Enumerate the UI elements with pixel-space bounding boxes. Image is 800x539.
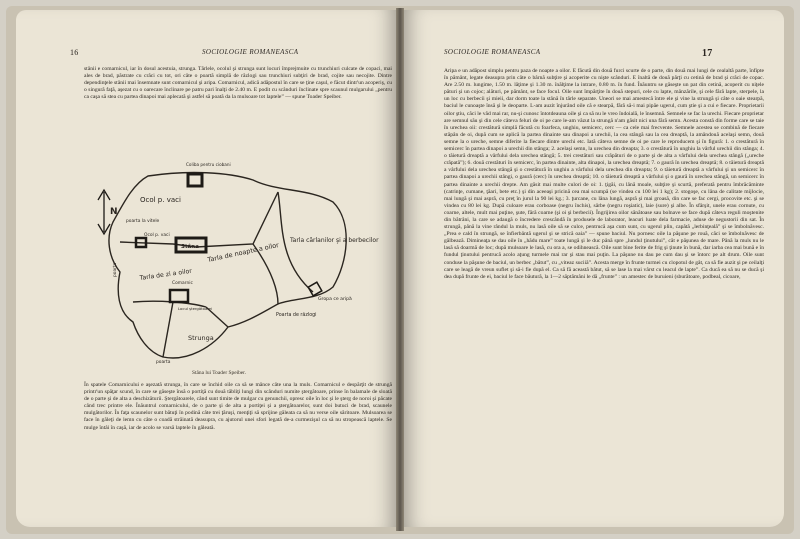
diagram-strunga-label: Strunga <box>188 334 214 342</box>
diagram-cabin-label: Coliba pentru ciobani <box>186 162 231 167</box>
figure-caption: Stâna lui Toader Speiber. <box>192 370 247 376</box>
left-page <box>16 10 396 527</box>
diagram-day-fold-label: Tarla de zi a oilor <box>139 267 193 282</box>
right-page <box>404 10 784 527</box>
north-arrow <box>98 190 110 234</box>
diagram-night-fold-label: Tarla de noapte a oilor <box>206 241 280 264</box>
diagram-gate-calves-label: poarta la vitele <box>126 219 160 224</box>
diagram-gate-bottom-label: poarta <box>156 360 171 365</box>
diagram-gate-left-label: poarta <box>113 262 118 277</box>
diagram-stana-label: Stâna <box>181 244 199 250</box>
diagram-gate-rastel-label: Poarta de răzlogi <box>276 313 317 318</box>
diagram-north-label: N <box>110 207 118 217</box>
left-paragraph-top: stânii e comarnicul, iar în dosul acestuia, strunga. Tărlele, ocolul şi strunga sunt locuri împrejmuite cu trunchiuri culcate de copaci, mai ales de brad, păstrate cu crăci cu tot, ori câte o poartă simplă de răzlogi sau trunchiuri subţiri de brad, cojite sau necojite. Dintre dependinţele stânii mai însemnate sunt comarnicul şi aripa. Comarnicul, adică adăpostul în care se ţine caşul, e făcut dintr'un acoperiş, cu o singură faţă, aşezat cu o oarecare înclinare pe patru pari înalţi de 2.40 m. E podit cu scânduri înclinate spre scaunul mulgarului „pentru ca caşa să stea cu partea dinapoi mai aplecată şi astfel să poată da la mulsoare tot laptele” — spune Toader Speiber. <box>84 66 392 101</box>
diagram-calves-fold-label: Tarla cărlanilor şi a berbecilor <box>290 237 379 244</box>
left-page-number: 16 <box>70 48 79 57</box>
right-running-title: SOCIOLOGIE ROMANEASCA <box>444 48 541 56</box>
diagram-shelter-label: Gropa ce aripă <box>318 297 352 302</box>
diagram-comarnic-label: Comarnic <box>172 281 193 286</box>
right-page-number: 17 <box>702 48 713 59</box>
right-page-body: Aripa e un adăpost simplu pentru paza de noapte a oilor. E făcută din două furci scurte de o parte, din două mai lungi de cealaltă parte, înfipte în pământ, legate deasupra prin câte o bârnă subţire şi acoperite cu nişte scânduri. E înaltă de două părţi cu cetină de brad şi crăci de copac. Are 2.50 m. lungime, 1.50 m. lăţime şi 1.30 m. înălţime la intrare, 0.80 m. în fund. Înăuntru se găseşte un pat din cetină, acoperit cu niţele pături şi un cojoc; alături, pe pământ, se face focul. Oile sunt împărţite în două stepuri, cele cu lapte, mânzările, şi cele fără lapte, sterpele, la un loc cu berbecii şi mieii, dar dorm toate la stână în tărle separate. Uneori se mai amestecă între ele şi vine la strungă şi câte o oaie stearpă, baciul le cunoaşte însă şi le deoparte. L-am auzit înjurând oile că e stearpă, fără să-i mai pipăe ugerul, cum ştie şi a cui e fiecare. Proprietarii oilor ştiu, căci le văd mai rar, nu-şi cunosc întotdeauna oile şi ca să nu le vreo îndoială, le însemnă. Semnele se fac la urechi. Fiecare proprietar are semnul său şi din cele câteva feluri de oi pe care le-am văzut la strungă n'am găsit nici una fără semn. Acesta constă din forme care se taie în urechea oii: crestătură simplă făcută cu foarfeca, unghiu, semicerc, cerc — ca cele mai frecvente. Semnele acestea se combină de fiecare stăpân de oi, după cum se aplică la partea dinainte sau dinapoi a urechii, la cea stângă sau la cea dreaptă, la amândouă acelaşi semn, două semne la o ureche, semne diferite la fiecare dintre urechi etc. Iată câteva semne de oi pe care le reproducem şi în figură: 1. o crestătură în semicerc în partea dinapoi a urechii din stânga; 2. acelaşi semn, la urechea din dreapta; 3. o crestătură în unghiu la vârful urechii din stânga; 4. o tăietură dreaptă a vârfului dela urechea stângă; 5. trei crestături sau crăpături de o parte şi de alta a vârfului dela urechea stângă („ureche crăpată”); 6. două crestături în semicerc, în partea dinainte, alta dinapoi, la urechea dreaptă; 7. o gaură în urechea dreaptă; 8. o tăietură dreaptă a vârfului dela urechea stângă şi o crestătură în unghiu a vârfului dela urechea din dreapta; 9. o tăietură dreaptă a vârfului şi un semicerc în partea dinapoi a urechii stângi, o gaură (cerc) în urechea dreaptă; 10. o tăietură dreaptă a vârfului şi o gaură în urechea stângă, un semicerc în partea dinainte a urechii drepte. Am găsit mai multe culori de oi: 1. ţigăi, cu lână moale, subţire şi scurtă, preferată pentru îmbrăcăminte (catrinţe, cumane, ţăari, bete etc.) şi din aceeaşi pricină cea mai scumpă (se vindea cu 100 lei 1 kg); 2. stogoşe, cu lâna de calitate mijlocie, mai lungă şi mai aspră, cu preţ în jurul la 90 lei kg.; 3. ţurcane, cu lâna lungă, aspră şi mai groasă, din care se fac cergi, procovite etc. şi se vindea cu 80 lei kg. După culoare erau corboase (negru închis), sârbe (negru roşiatic), laie (sure) şi albe. În sfârşit, unele erau cornute, cu coarne, altele, mult mai puţine, şute, fără coarne (şi oi şi berbecii). Îngrijirea oilor sănătoase sau bolnave se face după câteva reguli moştenite din bătrâni, la care se adaugă o încredere crescândă în produsele de laborator, leacuri luate dela farmacie, aduse de negustorii din sat. În strungă, până la vine rândul la muls, nu lasă oile să se culce, pentrucă aşa cum sunt, cu ugerul plin, capătă „lerbinţeală” şi se îmbolnăvesc. „Prea e cald în strungă, se înfierbântă ugerul şi se strică oaia” — spune baciul. Nu pornesc oile la păşune pe rouă, căci se îmbolnăvesc de gălbează. Dimineaţa se dau oile în „hădu mare” toate lungă şi le duc până spre „lundul ţinutului”, căt e păşunea de mare. Până la muls nu le lasă să doarmă de loc; după mulsoare le lasă, cu ora a, se odihnească. Oile sunt bine ferite de frig şi ţinute în bună, dar iarba cea mai bună e în fundul ţinutului pentrucă acolo aţung turmele mai rar şi stau mai puţin. La păşune nu dau pe cum dau şi se întorc pe alt drum. Oile sunt conduse la păşune de baciul, un berbec „bătut”, cu „viteaz suciiă”. Acesta merge în frunte turmei cu clopotul de gât, ca să fie auzit şi pe ceilalţi care se leagă de vreun suflet şi să-i fie după el. Ca să fă această bătut, să se lase la mai vârst cu leacul de lapte”. Ca ducă ea să nu se ducă şi dea după frunte de ei, baciul le face băutură, la 1—2 săptămâni le dă „frunte” : un amestec de buruieni (sburătoare, podbeal, cicoare, <box>444 68 764 280</box>
diagram-sheep-pen-label: Ocol p. vaci <box>140 196 181 204</box>
book-gutter <box>396 8 404 531</box>
left-running-title: SOCIOLOGIE ROMANEASCA <box>202 48 299 56</box>
diagram-stergatoare-label: Locul ştergătoarei <box>178 306 213 311</box>
stana-diagram <box>78 152 379 367</box>
diagram-fold-label: Ocol p. vaci <box>144 233 170 238</box>
left-paragraph-bottom: În spatele Comarnicului e aşezată strunga, în care se închid oile ca să se mânce câte una la muls. Comarnicul e despărţit de strungă printr'un spăţar scund, în care se găseşte însă o portiţă cu două tăbliţi lungi din scânduri numite ştergătoare, prinse în balamale de sloată de o parte şi de alta a deschizăturii. Ştergătoarele, când sunt timite de mulgar cu genunchii, opresc oile în loc şi le şterg de noroi şi păcate când trec printre ele. Înăuntrul comarnicului, de o parte şi de alta a portiţei şi a ştergătoarelor, sunt doi butuci de brad, scaunele mulgătorilor. În faţa scaunelor sunt bătuţi în podină câte trei ţăruşi, menţiţi să sprijine găleata ca să nu verse oile săritoare. Mulsoarea se face în găleţi de lemn cu câte o coadă străinată deasupra, cu ajutorul unei sfori legată de-a curmezişul ca să nu stropească laptele. Se mulge întâi în caşă, iar de acolo se varsă laptele în găleată. <box>84 382 392 431</box>
